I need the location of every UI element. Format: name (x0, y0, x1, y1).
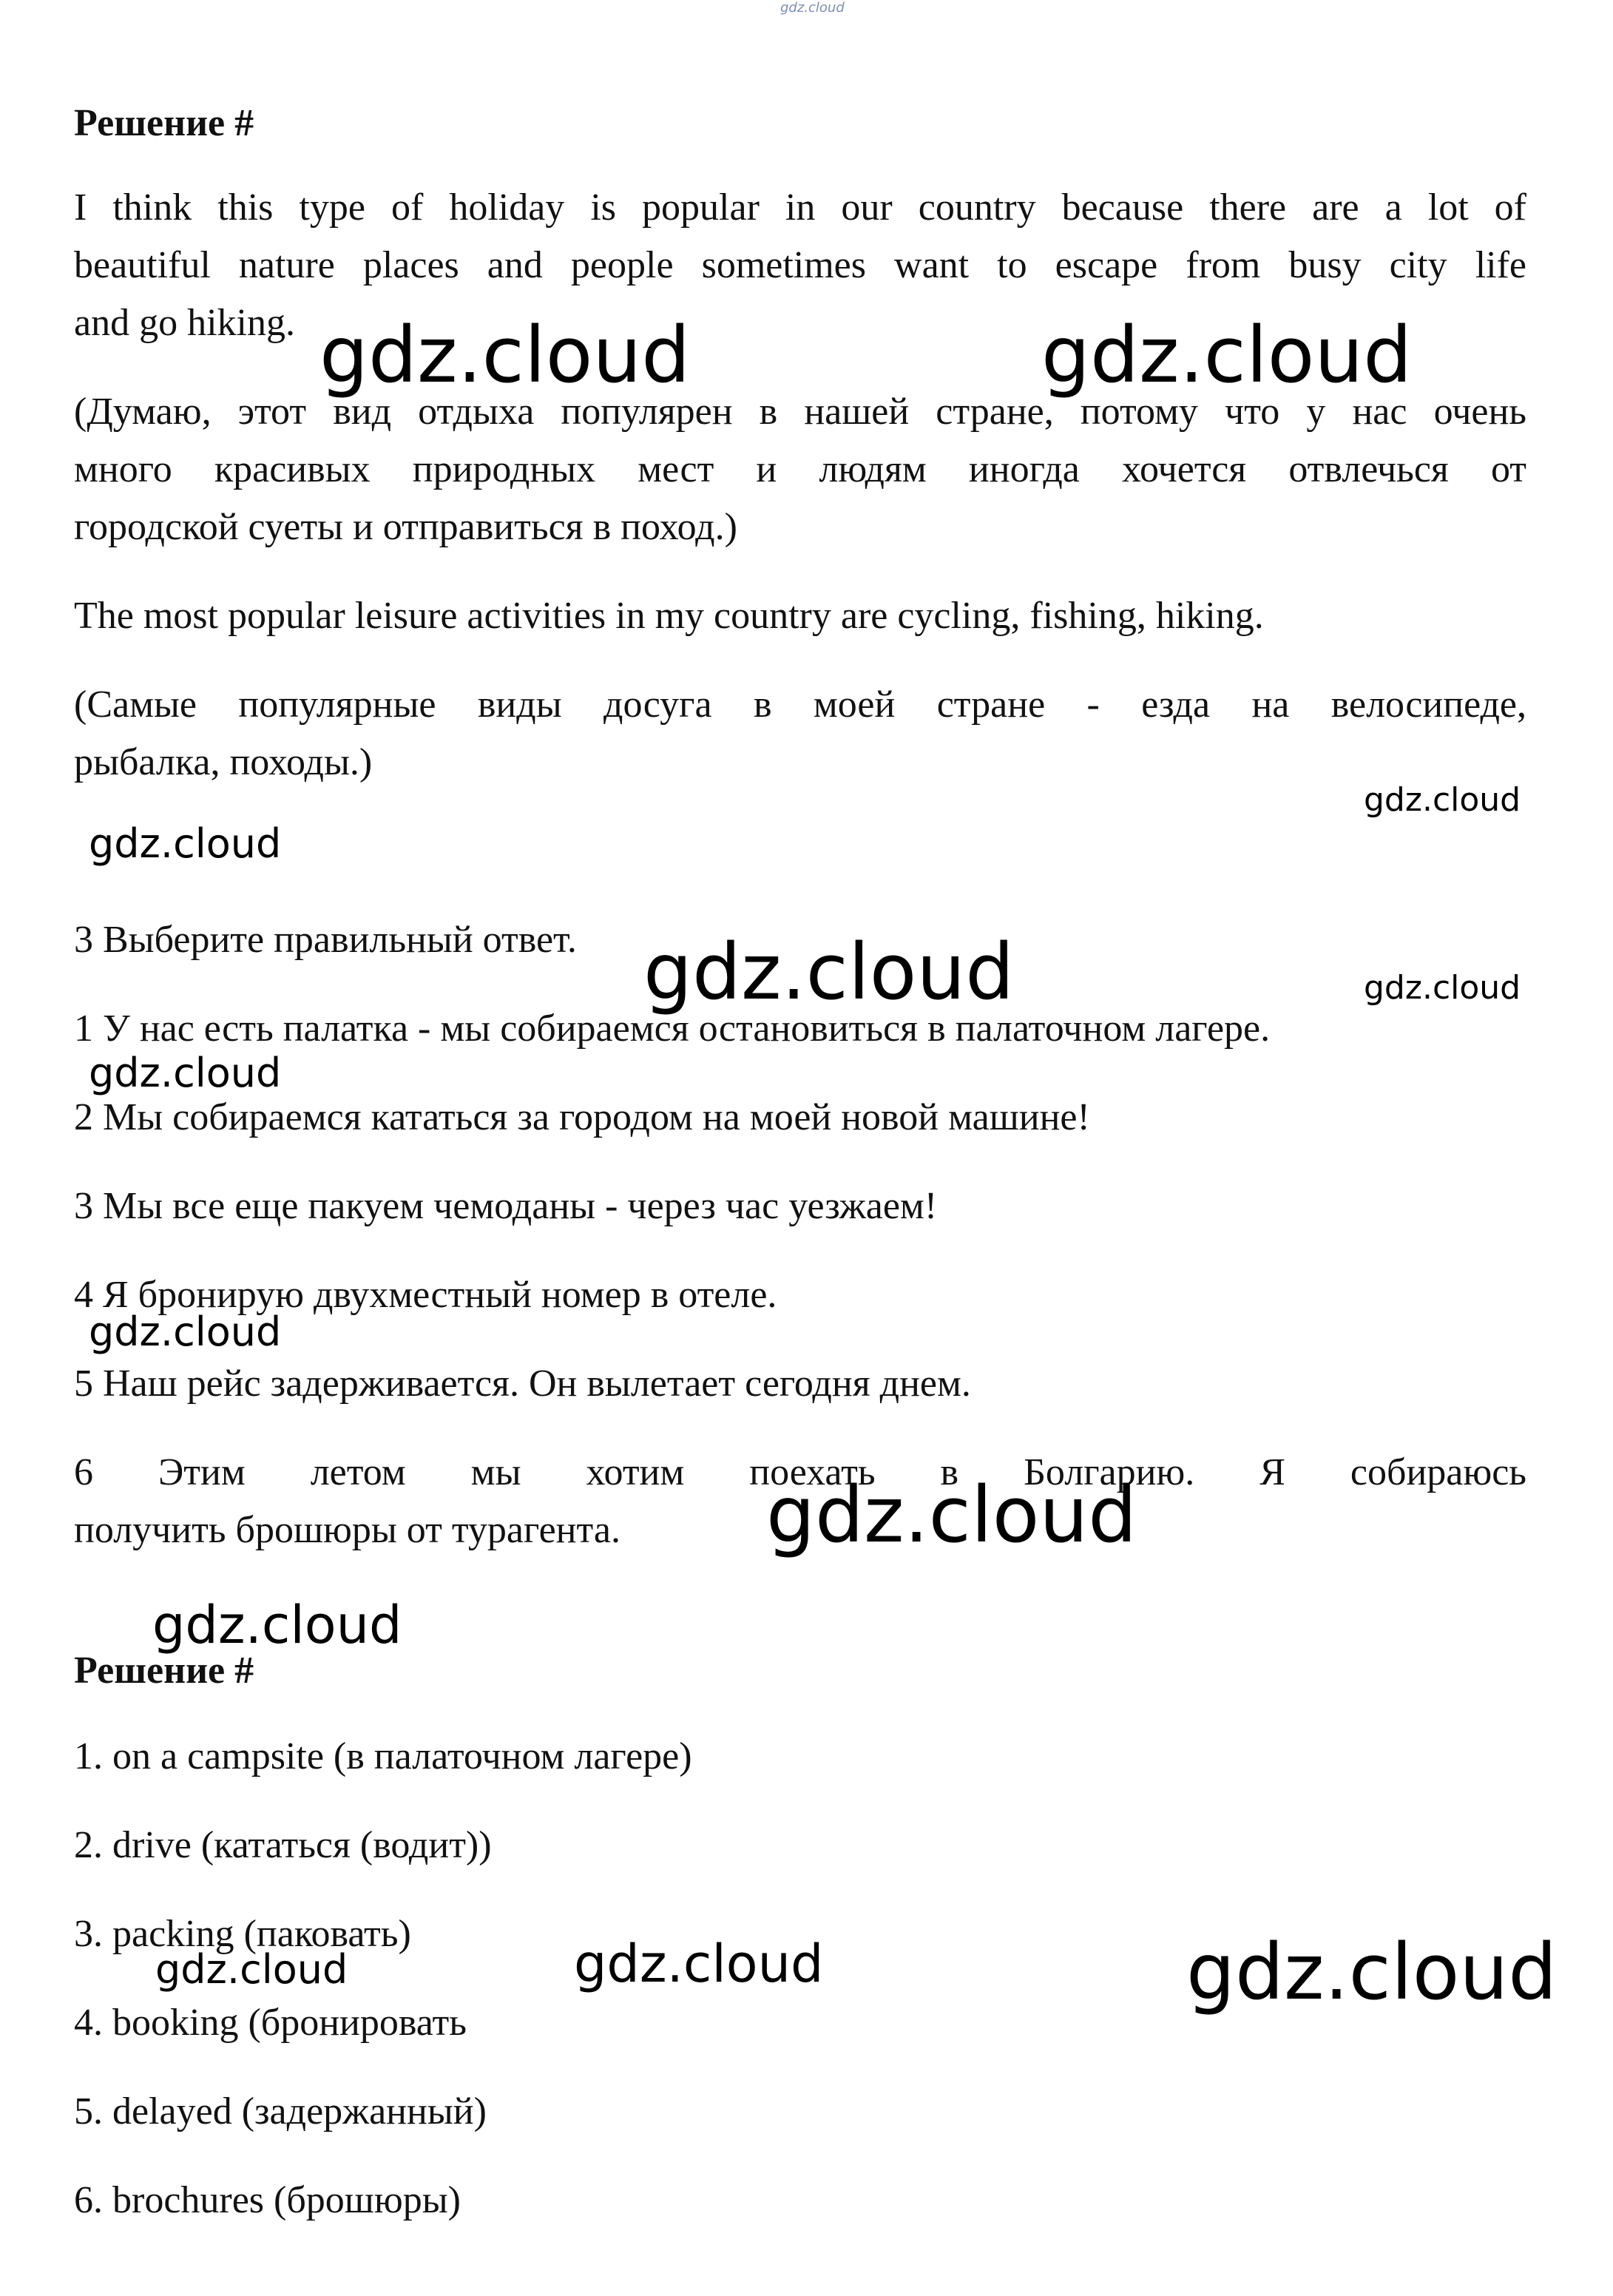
task3-item-3: 3 Мы все еще пакуем чемоданы - через час уезжаем! (74, 1185, 938, 1227)
answer-5: 5. delayed (задержанный) (74, 2090, 487, 2133)
answer-1: 1. on a campsite (в палаточном лагере) (74, 1735, 692, 1777)
watermark: gdz.cloud (1364, 969, 1521, 1007)
section2-heading: Решение # (74, 1650, 254, 1692)
answer-4: 4. booking (бронировать (74, 2002, 467, 2044)
watermark: gdz.cloud (1041, 310, 1413, 400)
watermark: gdz.cloud (1364, 781, 1521, 819)
task3-item-5: 5 Наш рейс задерживается. Он вылетает сегодня днем. (74, 1363, 971, 1405)
answer-2: 2. drive (кататься (водит)) (74, 1824, 492, 1866)
answer-6: 6. brochures (брошюры) (74, 2179, 461, 2221)
en-paragraph-line-1: I think this type of holiday is popular in our country because there are a lot of (74, 186, 1526, 229)
ru-paragraph-line-3: городской суеты и отправиться в поход.) (74, 506, 737, 548)
en-paragraph-line-3: and go hiking. (74, 302, 295, 344)
watermark: gdz.cloud (319, 310, 691, 400)
header-watermark: gdz.cloud (780, 0, 845, 16)
answer-3: 3. packing (паковать) (74, 1913, 411, 1955)
ru-activities-line-1: (Самые популярные виды досуга в моей стране - езда на велосипеде, (74, 683, 1526, 726)
ru-paragraph-line-2: много красивых природных мест и людям иногда хочется отвлечься от (74, 448, 1526, 490)
task3-item-6-line-2: получить брошюры от турагента. (74, 1509, 620, 1551)
ru-paragraph-line-1: (Думаю, этот вид отдыха популярен в нашей стране, потому что у нас очень (74, 391, 1526, 433)
task3-item-4: 4 Я бронирую двухместный номер в отеле. (74, 1274, 777, 1316)
section1-heading: Решение # (74, 102, 254, 144)
watermark: gdz.cloud (1186, 1927, 1558, 2017)
watermark: gdz.cloud (643, 927, 1015, 1017)
en-activities: The most popular leisure activities in my country are cycling, fishing, hiking. (74, 595, 1264, 637)
task3-item-6-line-1: 6 Этим летом мы хотим поехать в Болгарию. Я собираюсь (74, 1451, 1526, 1493)
watermark: gdz.cloud (155, 1946, 348, 1993)
ru-activities-line-2: рыбалка, походы.) (74, 741, 373, 783)
watermark: gdz.cloud (574, 1934, 824, 1994)
task3-item-2: 2 Мы собираемся кататься за городом на моей новой машине! (74, 1096, 1090, 1138)
task3-title: 3 Выберите правильный ответ. (74, 919, 577, 961)
watermark: gdz.cloud (89, 1050, 282, 1096)
task3-item-1: 1 У нас есть палатка - мы собираемся остановиться в палаточном лагере. (74, 1007, 1271, 1050)
watermark: gdz.cloud (89, 1309, 282, 1355)
en-paragraph-line-2: beautiful nature places and people sometimes want to escape from busy city life (74, 244, 1526, 286)
watermark: gdz.cloud (152, 1595, 402, 1655)
watermark: gdz.cloud (89, 820, 282, 867)
watermark: gdz.cloud (766, 1470, 1137, 1560)
